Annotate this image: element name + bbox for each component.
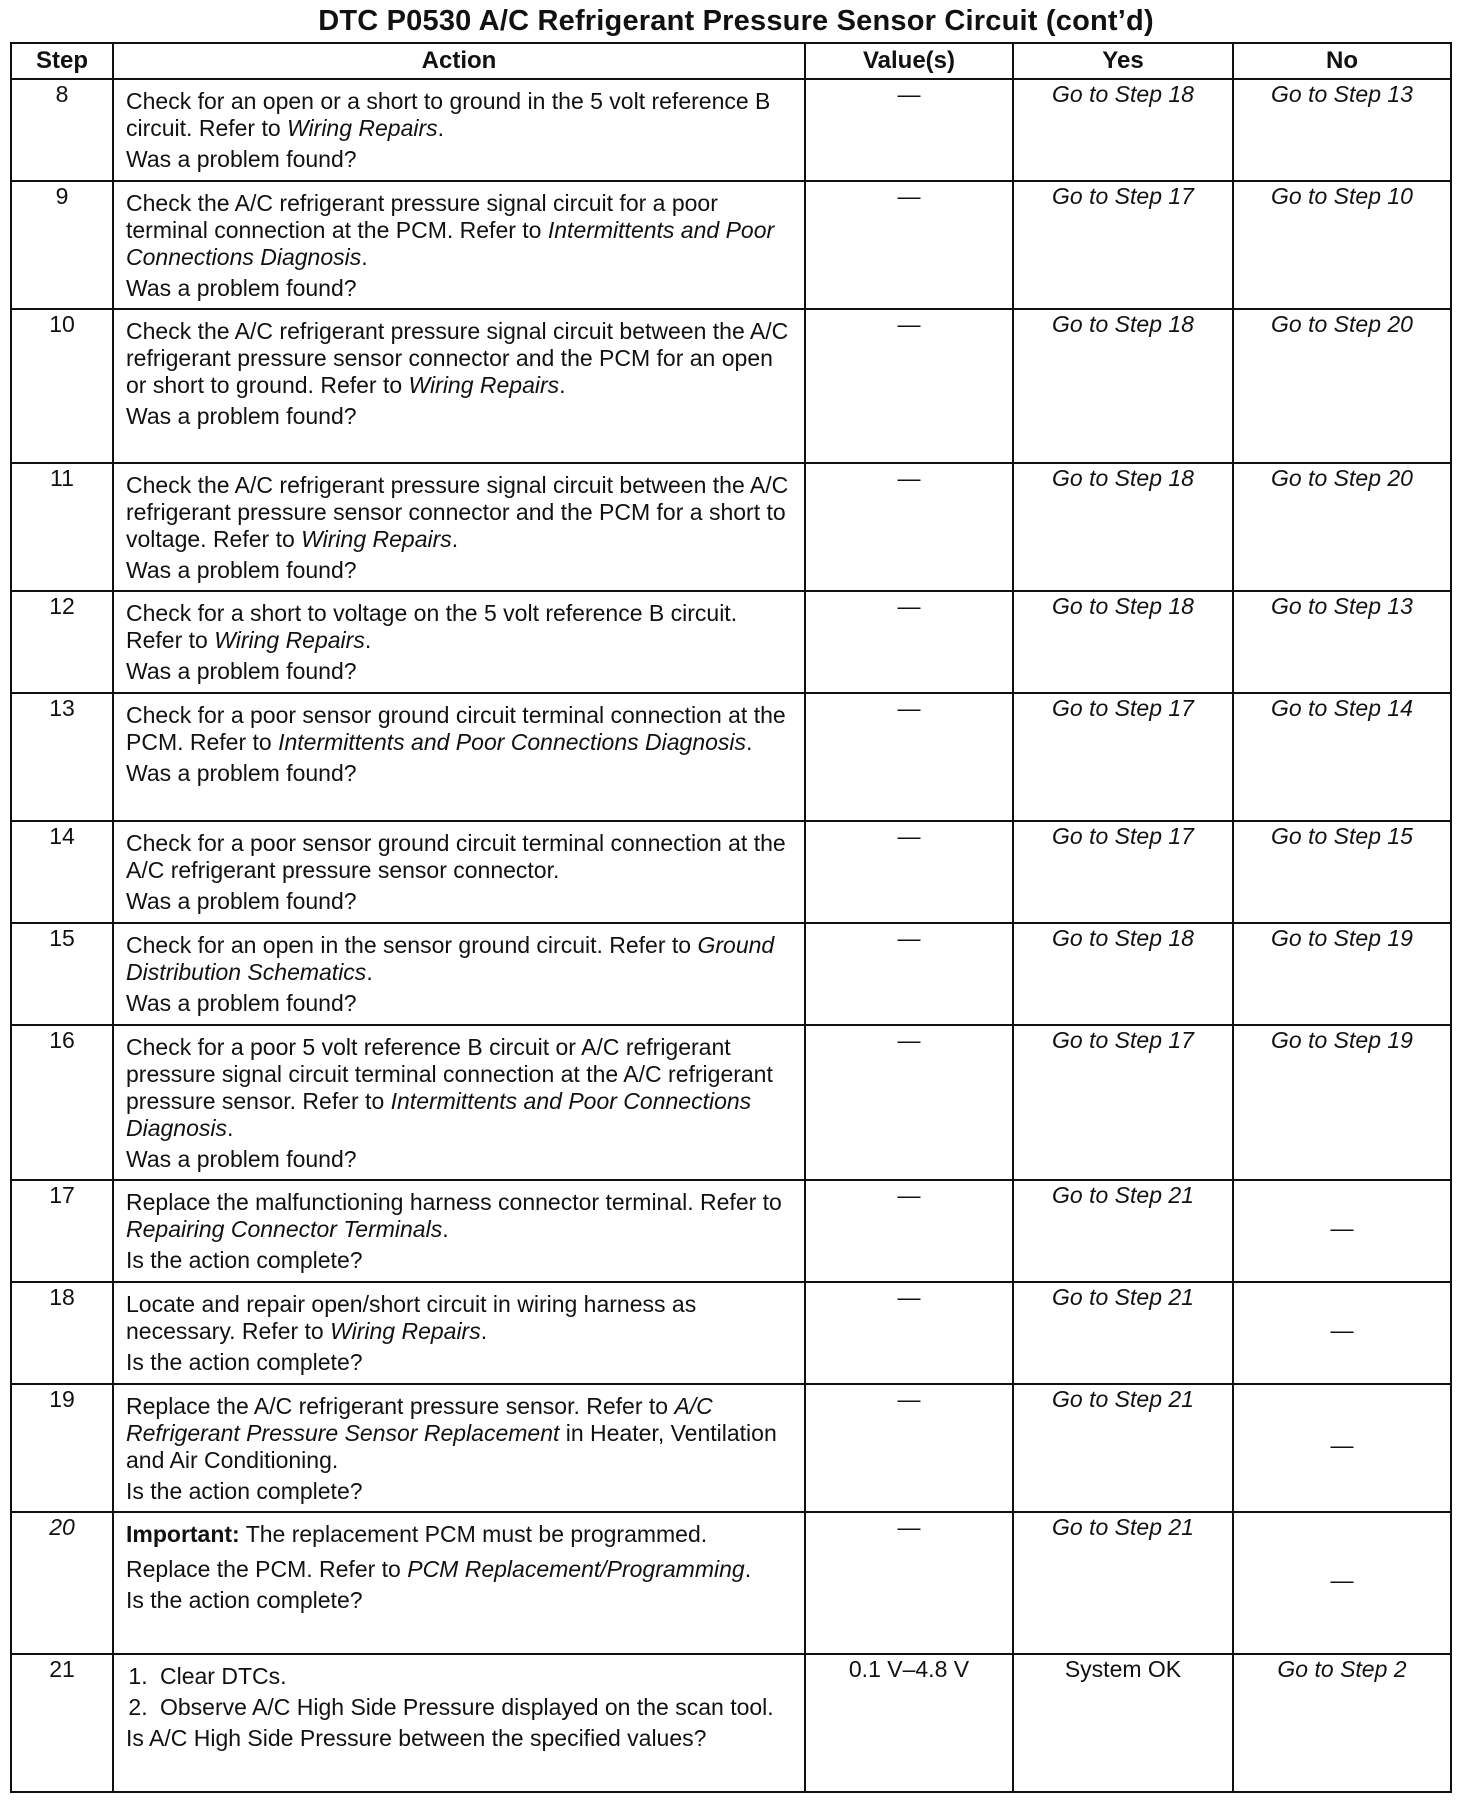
action-question: Was a problem found? xyxy=(126,990,357,1016)
step-number: 12 xyxy=(11,591,113,693)
action-question: Is the action complete? xyxy=(126,1478,363,1504)
no-cell: — xyxy=(1233,1512,1451,1654)
step-number: 9 xyxy=(11,181,113,309)
action-text: Replace the PCM. Refer to PCM Replacement/Programming. xyxy=(126,1556,752,1582)
header-row xyxy=(11,43,1451,79)
header-no: No xyxy=(1233,43,1451,79)
action-text: Check the A/C refrigerant pressure signal circuit for a poor terminal connection at the PCM. Refer to Intermittents and Poor Connections Diagnosis. xyxy=(126,190,775,270)
reference-link[interactable]: A/C Refrigerant Pressure Sensor Replacement xyxy=(126,1393,713,1446)
value-cell: — xyxy=(805,1512,1013,1654)
yes-cell: Go to Step 18 xyxy=(1013,309,1233,463)
action-cell xyxy=(113,309,805,463)
action-question: Is the action complete? xyxy=(126,1247,363,1273)
action-cell xyxy=(113,1512,805,1654)
table-row xyxy=(11,181,1451,309)
action-cell xyxy=(113,1654,805,1792)
yes-cell: Go to Step 21 xyxy=(1013,1512,1233,1654)
step-number: 20 xyxy=(11,1512,113,1654)
yes-cell: System OK xyxy=(1013,1654,1233,1792)
value-cell: — xyxy=(805,1025,1013,1180)
action-cell xyxy=(113,693,805,821)
step-number: 17 xyxy=(11,1180,113,1282)
action-text: Check for a poor sensor ground circuit terminal connection at the PCM. Refer to Intermittents and Poor Connections Diagnosis. xyxy=(126,702,786,755)
table-row xyxy=(11,591,1451,693)
no-cell: Go to Step 13 xyxy=(1233,79,1451,181)
action-text: Check for a short to voltage on the 5 volt reference B circuit. Refer to Wiring Repairs. xyxy=(126,600,738,653)
action-question: Was a problem found? xyxy=(126,275,357,301)
action-cell xyxy=(113,181,805,309)
reference-link[interactable]: Wiring Repairs xyxy=(301,526,452,552)
step-number: 14 xyxy=(11,821,113,923)
action-text: Check for an open or a short to ground in the 5 volt reference B circuit. Refer to Wiring Repairs. xyxy=(126,88,771,141)
action-question: Is A/C High Side Pressure between the specified values? xyxy=(126,1725,707,1751)
action-question: Is the action complete? xyxy=(126,1349,363,1375)
step-number: 8 xyxy=(11,79,113,181)
value-cell: — xyxy=(805,463,1013,591)
yes-cell: Go to Step 21 xyxy=(1013,1180,1233,1282)
list-item: 1. Clear DTCs. xyxy=(154,1663,794,1690)
action-text: Check the A/C refrigerant pressure signal circuit between the A/C refrigerant pressure sensor connector and the PCM for a short to voltage. Refer to Wiring Repairs. xyxy=(126,472,789,552)
action-cell xyxy=(113,1384,805,1512)
value-cell: — xyxy=(805,923,1013,1025)
header-step: Step xyxy=(11,43,113,79)
action-cell xyxy=(113,821,805,923)
yes-cell: Go to Step 18 xyxy=(1013,79,1233,181)
action-cell xyxy=(113,1180,805,1282)
reference-link[interactable]: Wiring Repairs xyxy=(408,372,560,398)
value-cell: 0.1 V–4.8 V xyxy=(805,1654,1013,1792)
table-row xyxy=(11,821,1451,923)
action-cell xyxy=(113,923,805,1025)
reference-link[interactable]: Intermittents and Poor Connections Diagnosis xyxy=(126,217,775,270)
step-number: 10 xyxy=(11,309,113,463)
table-row xyxy=(11,1025,1451,1180)
table-row xyxy=(11,309,1451,463)
action-text: Replace the A/C refrigerant pressure sensor. Refer to A/C Refrigerant Pressure Sensor Replacement in Heater, Ventilation and Air Conditioning. xyxy=(126,1393,777,1473)
yes-cell: Go to Step 21 xyxy=(1013,1384,1233,1512)
list-item: 2. Observe A/C High Side Pressure displayed on the scan tool. xyxy=(154,1694,794,1721)
action-text: Check for an open in the sensor ground circuit. Refer to Ground Distribution Schematics. xyxy=(126,932,775,985)
table-row xyxy=(11,1654,1451,1792)
step-number: 11 xyxy=(11,463,113,591)
reference-link[interactable]: Wiring Repairs xyxy=(287,115,438,141)
table-row xyxy=(11,1384,1451,1512)
action-cell xyxy=(113,591,805,693)
instruction-list xyxy=(126,1663,794,1721)
no-cell: Go to Step 20 xyxy=(1233,463,1451,591)
step-number: 19 xyxy=(11,1384,113,1512)
value-cell: — xyxy=(805,181,1013,309)
value-cell: — xyxy=(805,1180,1013,1282)
important-note: Important: The replacement PCM must be programmed. xyxy=(126,1521,708,1547)
action-question: Is the action complete? xyxy=(126,1587,363,1613)
yes-cell: Go to Step 17 xyxy=(1013,821,1233,923)
action-question: Was a problem found? xyxy=(126,1146,357,1172)
value-cell: — xyxy=(805,1282,1013,1384)
action-cell xyxy=(113,79,805,181)
action-text: Locate and repair open/short circuit in wiring harness as necessary. Refer to Wiring Repairs. xyxy=(126,1291,697,1344)
yes-cell: Go to Step 21 xyxy=(1013,1282,1233,1384)
step-number: 15 xyxy=(11,923,113,1025)
no-cell: Go to Step 15 xyxy=(1233,821,1451,923)
reference-link[interactable]: PCM Replacement/Programming xyxy=(407,1556,745,1582)
no-cell: Go to Step 2 xyxy=(1233,1654,1451,1792)
no-cell: — xyxy=(1233,1282,1451,1384)
no-cell: Go to Step 19 xyxy=(1233,1025,1451,1180)
header-action: Action xyxy=(113,43,805,79)
value-cell: — xyxy=(805,693,1013,821)
yes-cell: Go to Step 18 xyxy=(1013,591,1233,693)
reference-link[interactable]: Wiring Repairs xyxy=(330,1318,481,1344)
no-cell: — xyxy=(1233,1384,1451,1512)
important-label: Important: xyxy=(126,1521,240,1547)
table-row xyxy=(11,1512,1451,1654)
action-cell xyxy=(113,1025,805,1180)
no-cell: — xyxy=(1233,1180,1451,1282)
diagnostic-table xyxy=(10,42,1452,1793)
reference-link[interactable]: Wiring Repairs xyxy=(214,627,365,653)
step-number: 18 xyxy=(11,1282,113,1384)
no-cell: Go to Step 14 xyxy=(1233,693,1451,821)
no-cell: Go to Step 13 xyxy=(1233,591,1451,693)
yes-cell: Go to Step 18 xyxy=(1013,463,1233,591)
reference-link[interactable]: Ground Distribution Schematics xyxy=(126,932,775,985)
yes-cell: Go to Step 17 xyxy=(1013,181,1233,309)
action-text: Replace the malfunctioning harness connector terminal. Refer to Repairing Connector Terminals. xyxy=(126,1189,782,1242)
table-row xyxy=(11,1282,1451,1384)
value-cell: — xyxy=(805,591,1013,693)
table-row xyxy=(11,463,1451,591)
page-title: DTC P0530 A/C Refrigerant Pressure Sensor Circuit (cont’d) xyxy=(318,5,1154,37)
step-number: 16 xyxy=(11,1025,113,1180)
action-question: Was a problem found? xyxy=(126,146,357,172)
action-cell xyxy=(113,1282,805,1384)
reference-link[interactable]: Intermittents and Poor Connections Diagnosis xyxy=(126,1088,752,1141)
action-text: Check for a poor sensor ground circuit terminal connection at the A/C refrigerant pressure sensor connector. xyxy=(126,830,786,883)
yes-cell: Go to Step 18 xyxy=(1013,923,1233,1025)
header-values: Value(s) xyxy=(805,43,1013,79)
yes-cell: Go to Step 17 xyxy=(1013,693,1233,821)
action-question: Was a problem found? xyxy=(126,403,357,429)
step-number: 13 xyxy=(11,693,113,821)
value-cell: — xyxy=(805,79,1013,181)
step-number: 21 xyxy=(11,1654,113,1792)
no-cell: Go to Step 19 xyxy=(1233,923,1451,1025)
action-question: Was a problem found? xyxy=(126,760,357,786)
action-question: Was a problem found? xyxy=(126,888,357,914)
table-row xyxy=(11,693,1451,821)
table-row xyxy=(11,923,1451,1025)
yes-cell: Go to Step 17 xyxy=(1013,1025,1233,1180)
table-row xyxy=(11,79,1451,181)
value-cell: — xyxy=(805,1384,1013,1512)
action-question: Was a problem found? xyxy=(126,658,357,684)
reference-link[interactable]: Intermittents and Poor Connections Diagnosis xyxy=(278,729,747,755)
header-yes: Yes xyxy=(1013,43,1233,79)
value-cell: — xyxy=(805,309,1013,463)
action-text: Check the A/C refrigerant pressure signal circuit between the A/C refrigerant pressure sensor connector and the PCM for an open or short to ground. Refer to Wiring Repairs. xyxy=(126,318,789,398)
value-cell: — xyxy=(805,821,1013,923)
reference-link[interactable]: Repairing Connector Terminals xyxy=(126,1216,443,1242)
action-cell xyxy=(113,463,805,591)
action-question: Was a problem found? xyxy=(126,557,357,583)
no-cell: Go to Step 20 xyxy=(1233,309,1451,463)
table-row xyxy=(11,1180,1451,1282)
action-text: Check for a poor 5 volt reference B circuit or A/C refrigerant pressure signal circuit terminal connection at the A/C refrigerant pressure sensor. Refer to Intermittents and Poor Connections Diagnosis. xyxy=(126,1034,773,1141)
no-cell: Go to Step 10 xyxy=(1233,181,1451,309)
